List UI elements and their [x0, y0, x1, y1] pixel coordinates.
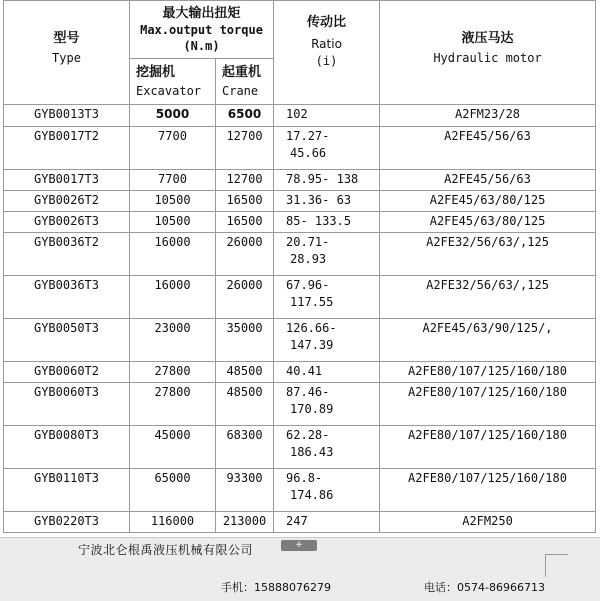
- ratio-line-1: 62.28-: [286, 428, 330, 442]
- table-row: [4, 233, 596, 276]
- header-torque-en: Max.output torque: [140, 22, 263, 37]
- company-name: 宁波北仑根禹液压机械有限公司: [78, 543, 254, 557]
- crane-torque-cell: 35000: [216, 319, 274, 362]
- table-row: [4, 191, 596, 212]
- table-row: [4, 319, 596, 362]
- table-header: [4, 1, 596, 105]
- motor-cell: A2FE45/56/63: [380, 127, 596, 170]
- excavator-torque-cell: 27800: [130, 383, 216, 426]
- excavator-torque-cell: 16000: [130, 276, 216, 319]
- type-cell: GYB0060T3: [4, 383, 130, 426]
- header-ratio-sym: (i): [315, 54, 338, 68]
- crane-torque-cell: 48500: [216, 362, 274, 383]
- header-type-zh: 型号: [53, 31, 80, 46]
- type-cell: GYB0110T3: [4, 469, 130, 512]
- ratio-line-1: 20.71-: [286, 235, 330, 249]
- ratio-line-1: 247: [286, 514, 308, 528]
- ratio-line-1: 78.95- 138: [286, 172, 359, 186]
- ratio-cell: [274, 362, 380, 383]
- crane-torque-cell: 12700: [216, 127, 274, 170]
- ratio-line-2: 186.43: [290, 445, 334, 459]
- header-ratio-en: Ratio: [311, 37, 342, 51]
- ratio-cell: [274, 319, 380, 362]
- ratio-cell: [274, 127, 380, 170]
- ratio-line-2: 174.86: [290, 488, 334, 502]
- header-excavator: [130, 59, 216, 105]
- type-cell: GYB0036T3: [4, 276, 130, 319]
- type-cell: GYB0080T3: [4, 426, 130, 469]
- excavator-torque-cell: 5000: [130, 105, 216, 127]
- crane-torque-cell: 26000: [216, 276, 274, 319]
- ratio-line-2: 117.55: [290, 295, 334, 309]
- motor-cell: A2FE32/56/63/,125: [380, 233, 596, 276]
- header-excavator-zh: 挖掘机: [136, 64, 176, 80]
- ratio-line-2: 147.39: [290, 338, 334, 352]
- crane-torque-cell: 6500: [216, 105, 274, 127]
- table-body: [4, 105, 596, 533]
- excavator-torque-cell: 10500: [130, 212, 216, 233]
- header-motor-zh: 液压马达: [461, 31, 514, 46]
- ratio-line-1: 126.66-: [286, 321, 337, 335]
- type-cell: GYB0013T3: [4, 105, 130, 127]
- table-row: [4, 127, 596, 170]
- telephone: 电话：0574-86966713: [424, 581, 545, 594]
- header-motor: [380, 1, 596, 105]
- motor-cell: A2FE80/107/125/160/180: [380, 362, 596, 383]
- motor-cell: A2FE45/63/90/125/,: [380, 319, 596, 362]
- table-row: [4, 362, 596, 383]
- motor-cell: A2FM250: [380, 512, 596, 533]
- header-type: [4, 1, 130, 105]
- excavator-torque-cell: 65000: [130, 469, 216, 512]
- crane-torque-cell: 213000: [216, 512, 274, 533]
- excavator-torque-cell: 16000: [130, 233, 216, 276]
- ratio-cell: [274, 512, 380, 533]
- table-row: [4, 276, 596, 319]
- motor-cell: A2FE45/56/63: [380, 170, 596, 191]
- ratio-line-1: 102: [286, 107, 308, 121]
- corner-mark: [545, 554, 568, 577]
- header-motor-en: Hydraulic motor: [433, 51, 542, 65]
- crane-torque-cell: 16500: [216, 191, 274, 212]
- ratio-line-1: 31.36- 63: [286, 193, 352, 207]
- excavator-torque-cell: 23000: [130, 319, 216, 362]
- ratio-cell: [274, 170, 380, 191]
- crane-torque-cell: 68300: [216, 426, 274, 469]
- header-crane-en: Crane: [222, 83, 259, 98]
- ratio-cell: [274, 105, 380, 127]
- ratio-line-2: 45.66: [290, 146, 327, 160]
- type-cell: GYB0017T3: [4, 170, 130, 191]
- crane-torque-cell: 16500: [216, 212, 274, 233]
- crane-torque-cell: 93300: [216, 469, 274, 512]
- excavator-torque-cell: 10500: [130, 191, 216, 212]
- ratio-cell: [274, 233, 380, 276]
- ratio-line-2: 28.93: [290, 252, 327, 266]
- header-crane: [216, 59, 274, 105]
- motor-cell: A2FE80/107/125/160/180: [380, 469, 596, 512]
- ratio-line-1: 67.96-: [286, 278, 330, 292]
- ratio-line-1: 40.41: [286, 364, 323, 378]
- header-torque-zh: 最大输出扭矩: [162, 5, 241, 21]
- ratio-cell: [274, 212, 380, 233]
- ratio-line-1: 96.8-: [286, 471, 323, 485]
- ratio-cell: [274, 469, 380, 512]
- spec-table: [3, 0, 596, 533]
- excavator-torque-cell: 7700: [130, 170, 216, 191]
- page-footer: [0, 537, 600, 601]
- table-row: [4, 426, 596, 469]
- ratio-cell: [274, 191, 380, 212]
- header-type-en: Type: [52, 51, 81, 65]
- expand-button[interactable]: +: [281, 540, 317, 551]
- ratio-cell: [274, 426, 380, 469]
- motor-cell: A2FE80/107/125/160/180: [380, 426, 596, 469]
- ratio-line-1: 87.46-: [286, 385, 330, 399]
- ratio-line-1: 17.27-: [286, 129, 330, 143]
- excavator-torque-cell: 45000: [130, 426, 216, 469]
- type-cell: GYB0220T3: [4, 512, 130, 533]
- header-excavator-en: Excavator: [136, 83, 202, 98]
- ratio-cell: [274, 276, 380, 319]
- ratio-line-2: 170.89: [290, 402, 334, 416]
- motor-cell: A2FE45/63/80/125: [380, 191, 596, 212]
- ratio-line-1: 85- 133.5: [286, 214, 352, 228]
- mobile-phone: 手机：15888076279: [221, 581, 331, 594]
- type-cell: GYB0060T2: [4, 362, 130, 383]
- header-ratio: [274, 1, 380, 105]
- header-torque-unit: (N.m): [183, 38, 220, 53]
- excavator-torque-cell: 27800: [130, 362, 216, 383]
- header-ratio-zh: 传动比: [307, 15, 347, 30]
- table-row: [4, 512, 596, 533]
- table-row: [4, 105, 596, 127]
- type-cell: GYB0017T2: [4, 127, 130, 170]
- crane-torque-cell: 48500: [216, 383, 274, 426]
- excavator-torque-cell: 7700: [130, 127, 216, 170]
- table-row: [4, 212, 596, 233]
- motor-cell: A2FE45/63/80/125: [380, 212, 596, 233]
- ratio-cell: [274, 383, 380, 426]
- motor-cell: A2FE80/107/125/160/180: [380, 383, 596, 426]
- crane-torque-cell: 12700: [216, 170, 274, 191]
- table-row: [4, 170, 596, 191]
- crane-torque-cell: 26000: [216, 233, 274, 276]
- table-row: [4, 383, 596, 426]
- type-cell: GYB0026T2: [4, 191, 130, 212]
- header-crane-zh: 起重机: [222, 64, 262, 80]
- table-row: [4, 469, 596, 512]
- motor-cell: A2FM23/28: [380, 105, 596, 127]
- header-torque: [130, 1, 274, 59]
- motor-cell: A2FE32/56/63/,125: [380, 276, 596, 319]
- excavator-torque-cell: 116000: [130, 512, 216, 533]
- type-cell: GYB0036T2: [4, 233, 130, 276]
- type-cell: GYB0026T3: [4, 212, 130, 233]
- type-cell: GYB0050T3: [4, 319, 130, 362]
